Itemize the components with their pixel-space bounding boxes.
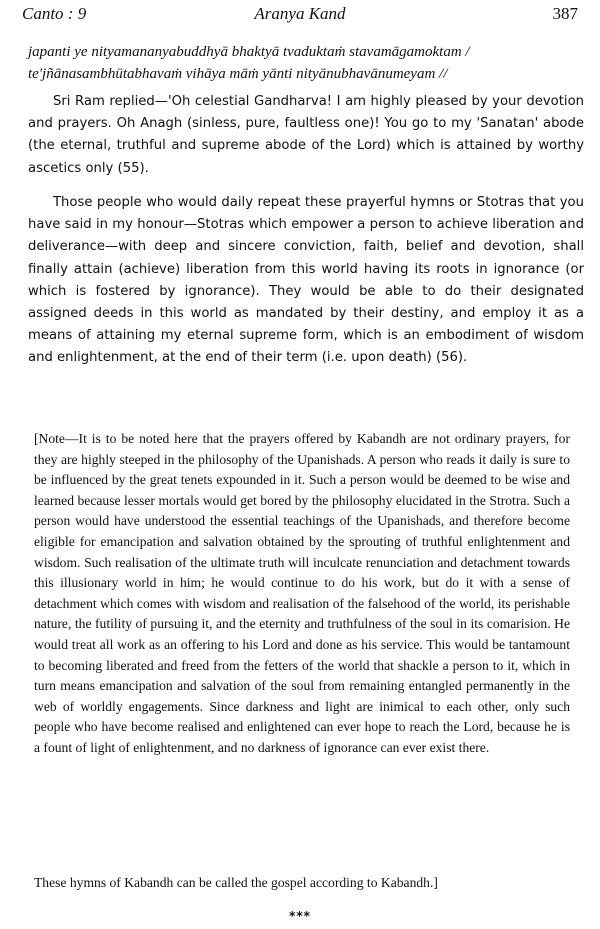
canto-label: Canto : 9 [22,4,87,23]
running-head [22,4,578,26]
verse-line-2: te'jñānasambhūtabhavaṁ vihāya māṁ yānti nityānubhavānumeyam // [28,66,448,82]
sanskrit-verse [28,41,584,85]
note-body: [Note—It is to be noted here that the prayers offered by Kabandh are not ordinary prayers, for they are highly steeped in the philosophy of the Upanishads. A person who reads it daily is sure to be influenced by the great tenets expounded in it. Such a person would be deemed to be wise and learned because lesser mortals would get bored by the philosophy elucidated in the Strotra. Such a person would have understood the essential teachings of the Upanishads, and therefore become eligible for emancipation and salvation obtained by the sprouting of truthful enlightenment and wisdom. Such realisation of the ultimate truth will inculcate renunciation and detachment towards this illusionary world in him; he would continue to do his work, but do it with a sense of detachment which comes with wisdom and realisation of the falsehood of the world, its perishable nature, the futility of pursuing it, and the eternity and truthfulness of the soul in its comarision. He would treat all work as an offering to his Lord and done as his service. This would be tantamount to becoming liberated and freed from the fetters of the world that shackle a person to it, which in turn means emancipation and salvation of the soul from remaining entangled permanently in the web of worldly engagements. Since darkness and light are inimical to each other, only such people who have become realised and enlightened can ever hope to reach the Lord, because he is a fount of light of enlightenment, and no darkness of ignorance can ever exist there. [34,431,570,755]
page-number: 387 [552,4,578,23]
verse-line-1: japanti ye nityamananyabuddhyā bhaktyā tvaduktaṁ stavamāgamoktam / [28,44,470,60]
book-section-title: Aranya Kand [254,4,346,23]
section-separator: *** [289,909,311,923]
paragraph-daily-repeat: Those people who would daily repeat these prayerful hymns or Stotras that you have said in my honour—Stotras which empower a person to achieve liberation and deliverance—with deep and sincere conviction, faith, belief and devotion, shall finally attain (achieve) liberation from this world having its roots in ignorance (or which is fostered by ignorance). They would be able to do their designated assigned deeds in this world as mandated by their destiny, and employ it as a means of attaining my eternal supreme form, which is an embodiment of wisdom and enlightenment, at the end of their term (i.e. upon death) (56). [28,195,584,366]
paragraph-sri-ram-reply: Sri Ram replied—'Oh celestial Gandharva! I am highly pleased by your devotion and prayers. Oh Anagh (sinless, pure, faultless one)! You go to my 'Sanatan' abode (the eternal, truthful and supreme abode of the Lord) which is attained by worthy ascetics only (55). [28,94,584,176]
note-closing: These hymns of Kabandh can be called the gospel according to Kabandh.] [34,875,438,890]
